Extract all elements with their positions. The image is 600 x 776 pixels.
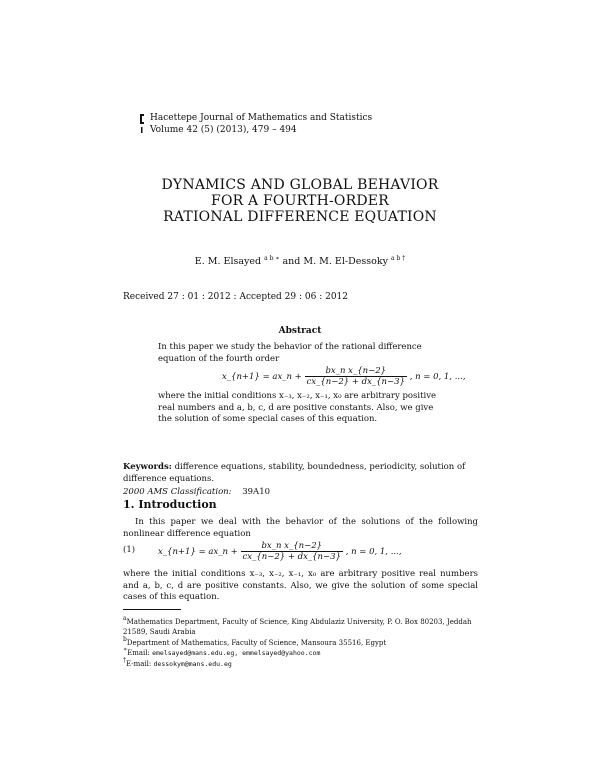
- abstract-heading: Abstract: [278, 326, 322, 336]
- intro-eq-numerator: bx_n x_{n−2}: [241, 541, 343, 552]
- section-heading-introduction: 1. Introduction: [123, 498, 217, 511]
- footnote-star-label: Email:: [127, 649, 150, 657]
- ams-classification: [123, 487, 270, 497]
- footnote-dagger-email[interactable]: dessokym@mans.edu.eg: [153, 660, 232, 668]
- intro-equation: [158, 541, 402, 562]
- intro-eq-fraction: [241, 541, 343, 562]
- footnote-b-text: Department of Mathematics, Faculty of Science, Mansoura 35516, Egypt: [126, 639, 387, 647]
- abstract-eq-denominator: cx_{n−2} + dx_{n−3}: [306, 377, 405, 387]
- abstract-intro: In this paper we study the behavior of the rational difference equation of the fourth order: [158, 342, 422, 364]
- journal-name: Hacettepe Journal of Mathematics and Statistics: [150, 113, 373, 123]
- footnote-divider: [123, 609, 181, 610]
- footnote-dagger: [123, 656, 478, 669]
- journal-logo-icon: [139, 112, 147, 134]
- intro-eq-lhs: x_{n+1} = ax_n +: [158, 547, 238, 557]
- footnote-a-text: Mathematics Department, Faculty of Science, King Abdulaziz University, P. O. Box 80203, Jeddah 21589, Saudi Arabia: [123, 618, 472, 636]
- title-line-3: RATIONAL DIFFERENCE EQUATION: [163, 209, 437, 225]
- paper-title: [0, 177, 600, 225]
- title-line-2: FOR A FOURTH-ORDER: [211, 193, 389, 209]
- keywords-text: difference equations, stability, boundedness, periodicity, solution of difference equations.: [123, 462, 466, 484]
- footnote-b-mark: b: [123, 636, 127, 643]
- abstract-conditions: where the initial conditions x₋₃, x₋₂, x₋₁, x₀ are arbitrary positive real numbers and a, b, c, d are positive constants. Also, we give the solution of some special cases of this equation.: [158, 391, 437, 424]
- footnote-star-email[interactable]: emelsayed@mans.edu.eg, emmelsayed@yahoo.com: [152, 649, 321, 657]
- abstract-eq-fraction: [305, 366, 407, 387]
- footnote-a-mark: a: [123, 615, 127, 622]
- abstract-eq-numerator: bx_n x_{n−2}: [305, 366, 407, 377]
- equation-label: (1): [123, 545, 136, 555]
- footnote-a: [123, 614, 478, 637]
- ams-code: 39A10: [242, 487, 271, 497]
- intro-paragraph-2: where the initial conditions x₋₃, x₋₂, x₋₁, x₀ are arbitrary positive real numbers and a, b, c, d are positive constants. Also, we give the solution of some special cases of this equation.: [123, 569, 478, 602]
- keywords: [123, 462, 478, 485]
- footnote-star-mark: ∗: [123, 646, 128, 653]
- keywords-label: Keywords:: [123, 462, 172, 472]
- abstract-equation: [222, 366, 466, 387]
- intro-paragraph-1: In this paper we deal with the behavior of the solutions of the following nonlinear difference equation: [123, 517, 478, 539]
- author-1-marks: a b ∗: [264, 255, 280, 262]
- journal-header: [150, 112, 372, 136]
- received-dates: Received 27 : 01 : 2012 : Accepted 29 : 06 : 2012: [123, 292, 348, 302]
- title-line-1: DYNAMICS AND GLOBAL BEHAVIOR: [161, 177, 439, 193]
- author-conjunction: and: [282, 256, 301, 267]
- footnote-dagger-mark: †: [123, 657, 126, 664]
- footnote-dagger-label: E-mail:: [126, 660, 152, 668]
- ams-label: 2000 AMS Classification:: [123, 487, 232, 497]
- author-2-marks: a b †: [390, 255, 406, 262]
- intro-eq-denominator: cx_{n−2} + dx_{n−3}: [242, 552, 341, 562]
- abstract-eq-range: , n = 0, 1, ...,: [409, 372, 466, 382]
- author-1: E. M. Elsayed: [194, 256, 262, 267]
- author-2: M. M. El-Dessoky: [303, 256, 388, 267]
- intro-eq-range: , n = 0, 1, ...,: [345, 547, 402, 557]
- volume-info: Volume 42 (5) (2013), 479 – 494: [150, 125, 297, 135]
- abstract-eq-lhs: x_{n+1} = ax_n +: [222, 372, 302, 382]
- author-line: [0, 255, 600, 267]
